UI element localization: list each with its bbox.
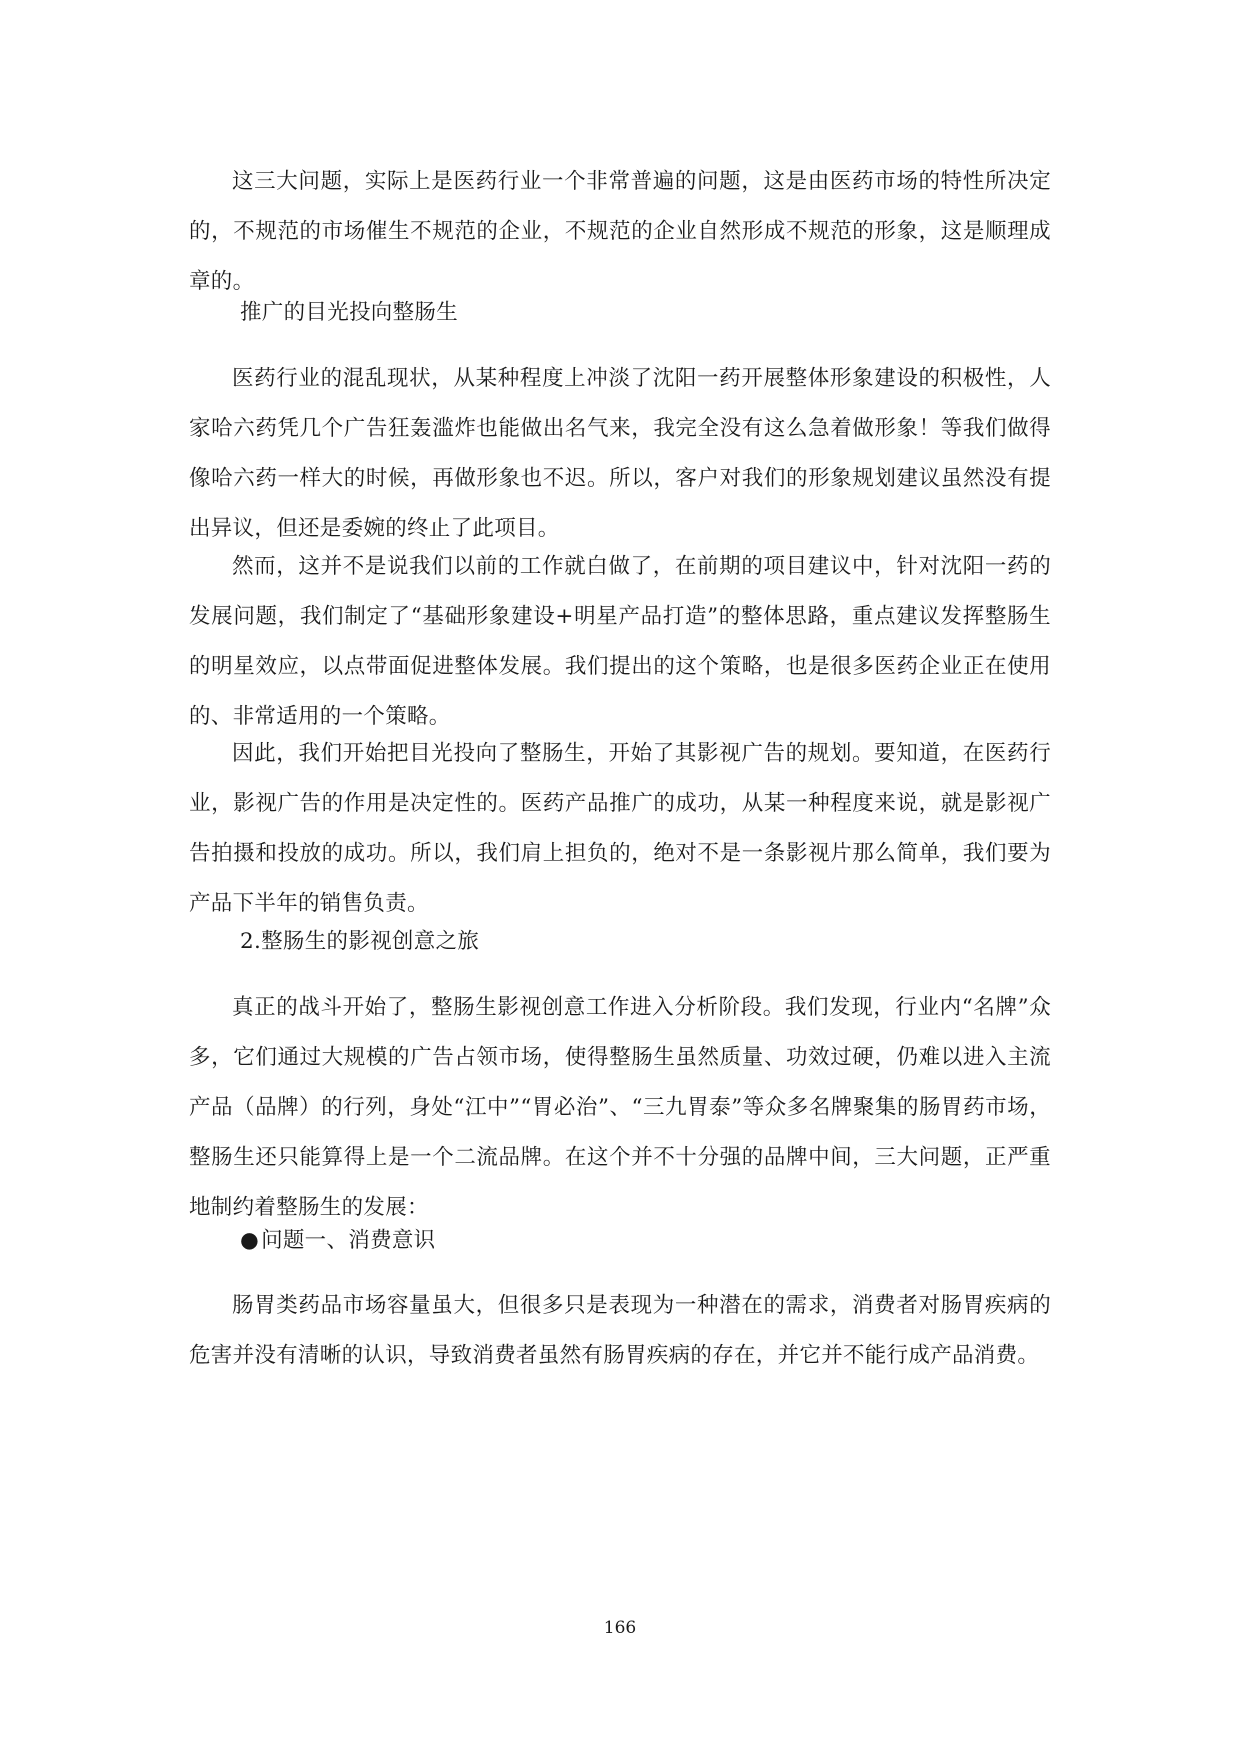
- bullet-heading-problem-one: [240, 1216, 435, 1266]
- paragraph-4: 因此，我们开始把目光投向了整肠生，开始了其影视广告的规划。要知道，在医药行业，影视广告的作用是决定性的。医药产品推广的成功，从某一种程度来说，就是影视广告拍摄和投放的成功。所以，我们肩上担负的，绝对不是一条影视片那么简单，我们要为产品下半年的销售负责。: [189, 741, 1051, 916]
- paragraph-6: 肠胃类药品市场容量虽大，但很多只是表现为一种潜在的需求，消费者对肠胃疾病的危害并没有清晰的认识，导致消费者虽然有肠胃疾病的存在，并它并不能行成产品消费。: [189, 1293, 1051, 1368]
- bullet-heading-text: 问题一、消费意识: [261, 1228, 436, 1253]
- paragraph-1: 这三大问题，实际上是医药行业一个非常普遍的问题，这是由医药市场的特性所决定的，不规范的市场催生不规范的企业，不规范的企业自然形成不规范的形象，这是顺理成章的。: [189, 169, 1051, 294]
- paragraph-3: 然而，这并不是说我们以前的工作就白做了，在前期的项目建议中，针对沈阳一药的发展问题，我们制定了“基础形象建设+明星产品打造”的整体思路，重点建议发挥整肠生的明星效应，以点带面促进整体发展。我们提出的这个策略，也是很多医药企业正在使用的、非常适用的一个策略。: [189, 554, 1051, 729]
- paragraph-2: 医药行业的混乱现状，从某种程度上冲淡了沈阳一药开展整体形象建设的积极性，人家哈六药凭几个广告狂轰滥炸也能做出名气来，我完全没有这么急着做形象！等我们做得像哈六药一样大的时候，再做形象也不迟。所以，客户对我们的形象规划建议虽然没有提出异议，但还是委婉的终止了此项目。: [189, 366, 1051, 541]
- page-number: 166: [603, 1618, 637, 1638]
- section-heading-promotion: 推广的目光投向整肠生: [240, 300, 459, 325]
- bullet-icon: ●: [240, 1228, 260, 1253]
- section-heading-creative-journey: 2.整肠生的影视创意之旅: [240, 929, 480, 954]
- paragraph-5: 真正的战斗开始了，整肠生影视创意工作进入分析阶段。我们发现，行业内“名牌”众多，它们通过大规模的广告占领市场，使得整肠生虽然质量、功效过硬，仍难以进入主流产品（品牌）的行列，身处“江中”“胃必治”、“三九胃泰”等众多名牌聚集的肠胃药市场，整肠生还只能算得上是一个二流品牌。在这个并不十分强的品牌中间，三大问题，正严重地制约着整肠生的发展：: [189, 995, 1051, 1220]
